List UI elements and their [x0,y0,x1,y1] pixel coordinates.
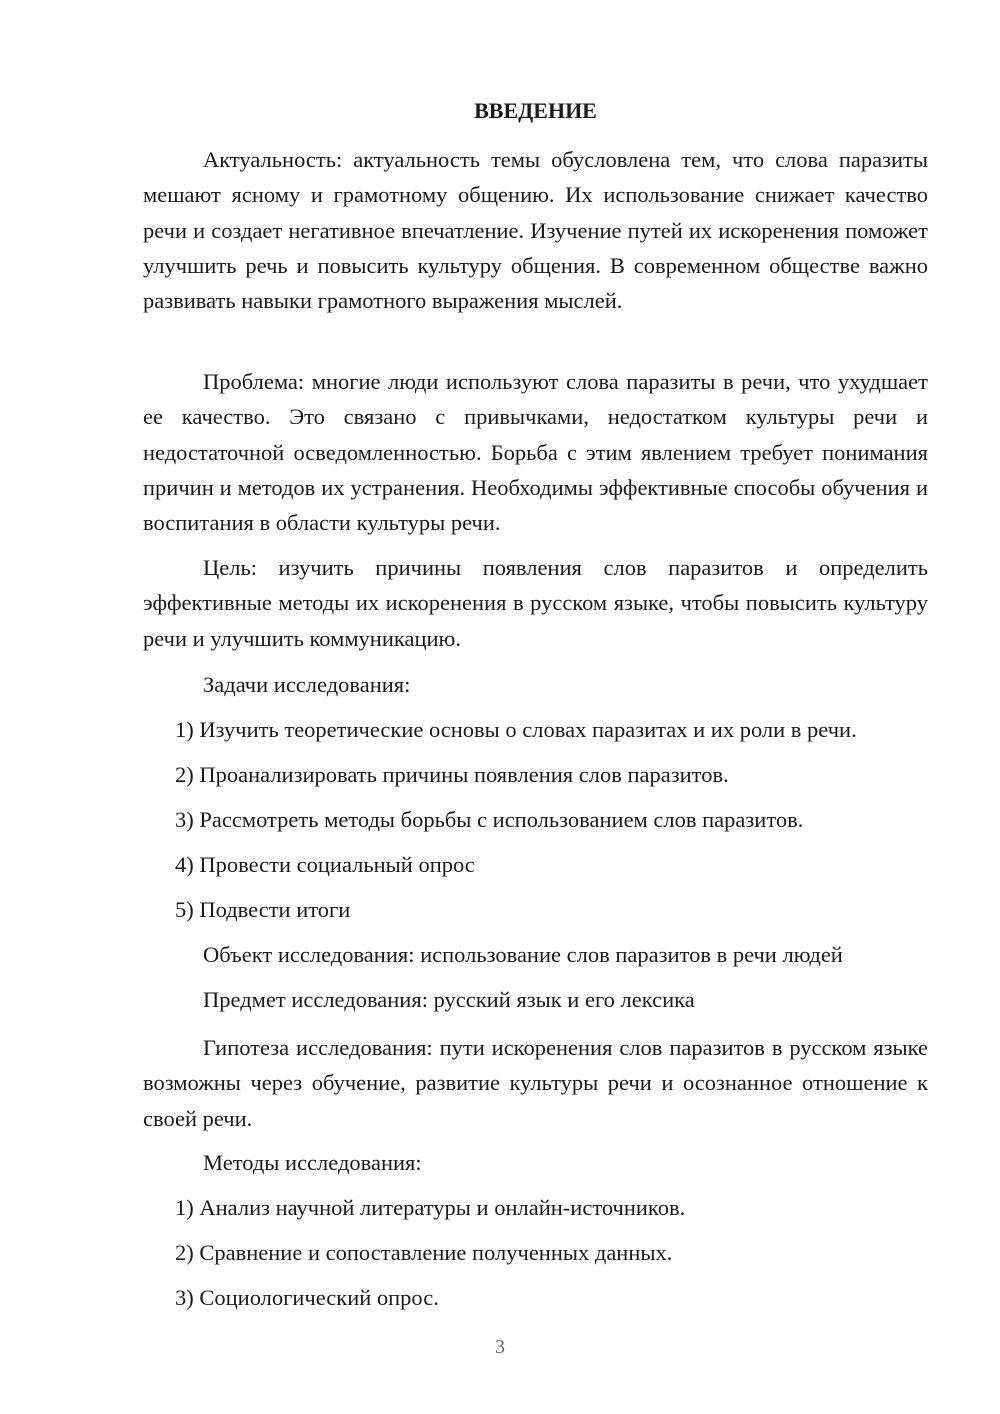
page-number: 3 [495,1336,505,1358]
task-item-2: 2) Проанализировать причины появления слов паразитов. [175,762,729,787]
method-item-3: 3) Социологический опрос. [175,1285,439,1310]
tasks-title: Задачи исследования: [203,672,411,697]
task-item-3: 3) Рассмотреть методы борьбы с использованием слов паразитов. [175,807,804,832]
method-item-1: 1) Анализ научной литературы и онлайн-источников. [175,1195,686,1220]
goal-paragraph: Цель: изучить причины появления слов паразитов и определить эффективные методы их искоренения в русском языке, чтобы повысить культуру речи и улучшить коммуникацию. [143,555,928,651]
task-item-1: 1) Изучить теоретические основы о словах паразитах и их роли в речи. [175,717,857,742]
methods-title: Методы исследования: [203,1150,422,1175]
relevance-paragraph: Актуальность: актуальность темы обусловлена тем, что слова паразиты мешают ясному и грамотному общению. Их использование снижает качество речи и создает негативное впечатление. Изучение путей их искоренения поможет улучшить речь и повысить культуру общения. В современном обществе важно развивать навыки грамотного выражения мыслей. [143,147,928,314]
task-item-5: 5) Подвести итоги [175,897,351,922]
research-object: Объект исследования: использование слов паразитов в речи людей [203,942,843,967]
task-item-4: 4) Провести социальный опрос [175,852,475,877]
hypothesis-paragraph: Гипотеза исследования: пути искоренения слов паразитов в русском языке возможны через обучение, развитие культуры речи и осознанное отношение к своей речи. [143,1035,928,1131]
section-heading: ВВЕДЕНИЕ [474,98,597,123]
method-item-2: 2) Сравнение и сопоставление полученных данных. [175,1240,673,1265]
research-subject: Предмет исследования: русский язык и его лексика [203,987,695,1012]
problem-paragraph: Проблема: многие люди используют слова паразиты в речи, что ухудшает ее качество. Это связано с привычками, недостатком культуры речи и недостаточной осведомленностью. Борьба с этим явлением требует понимания причин и методов их устранения. Необходимы эффективные способы обучения и воспитания в области культуры речи. [143,369,928,536]
